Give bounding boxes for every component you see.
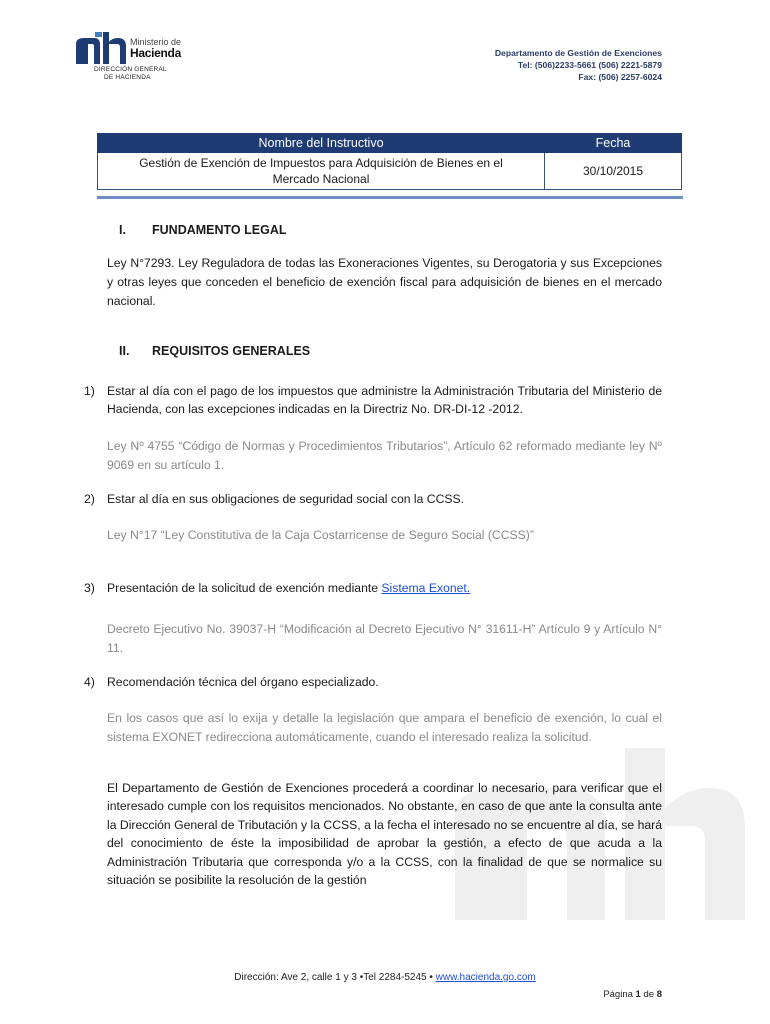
table-cell-name-line1: Gestión de Exención de Impuestos para Adquisición de Bienes en el bbox=[139, 156, 503, 170]
sistema-exonet-link[interactable]: Sistema Exonet. bbox=[381, 581, 471, 595]
hacienda-logo bbox=[76, 28, 196, 84]
page-number bbox=[603, 989, 662, 1000]
department-fax: Fax: (506) 2257-6024 bbox=[578, 72, 662, 82]
requirement-2 bbox=[84, 490, 662, 510]
section-2-heading bbox=[119, 344, 310, 358]
logo-hacienda-text: Hacienda bbox=[130, 46, 181, 60]
requirement-2-text: Estar al día en sus obligaciones de seguridad social con la CCSS. bbox=[107, 492, 465, 506]
requirement-1-number: 1) bbox=[84, 384, 95, 398]
logo-subtitle bbox=[94, 66, 167, 82]
section-1-title: FUNDAMENTO LEGAL bbox=[152, 223, 287, 237]
section-1-text: Ley N°7293. Ley Reguladora de todas las Exoneraciones Vigentes, su Derogatoria y sus Excepciones y otras leyes que conceden el beneficio de exención fiscal para adquisición de bienes en el mercado nacional. bbox=[107, 256, 662, 308]
hacienda-logo-mark-icon bbox=[76, 32, 128, 64]
requirement-1-note: Ley Nº 4755 “Código de Normas y Procedimientos Tributarios”, Artículo 62 reformado mediante ley Nº 9069 en su artículo 1. bbox=[107, 439, 662, 472]
requirement-3 bbox=[84, 579, 662, 599]
requirement-4 bbox=[84, 673, 662, 693]
section-1-number: I. bbox=[119, 223, 126, 237]
instructivo-table bbox=[97, 133, 682, 190]
requirement-2-note: Ley N°17 “Ley Constitutiva de la Caja Costarricense de Seguro Social (CCSS)” bbox=[107, 528, 534, 542]
closing-paragraph: El Departamento de Gestión de Exenciones procederá a coordinar lo necesario, para verificar que el interesado cumple con los requisitos mencionados. No obstante, en caso de que ante la consulta ante la Dirección General de Tributación y la CCSS, a la fecha el interesado no se encuentre al día, se hará del conocimiento de éste la imposibilidad de aprobar la gestión, a efecto de que acuda a la Administración Tributaria que corresponda y/o a la CCSS, con la finalidad de que se normalice su situación se posibilite la resolución de la gestión bbox=[107, 781, 662, 888]
requirement-2-number: 2) bbox=[84, 492, 95, 506]
table-cell-name-line2: Mercado Nacional bbox=[272, 172, 370, 186]
section-1-heading bbox=[119, 223, 287, 237]
department-contact bbox=[495, 47, 662, 83]
requirement-1-text: Estar al día con el pago de los impuestos que administre la Administración Tributaria del Ministerio de Hacienda, con las excepciones indicadas en la Directriz No. DR-DI-12 -2012. bbox=[107, 384, 662, 416]
page-number-total: 8 bbox=[656, 989, 662, 1000]
table-underline bbox=[97, 196, 683, 199]
table-header-row bbox=[98, 134, 682, 153]
requirement-1 bbox=[84, 382, 662, 422]
logo-subtitle-line1: DIRECCIÓN GENERAL bbox=[94, 66, 167, 73]
requirement-3-number: 3) bbox=[84, 581, 95, 595]
table-cell-name bbox=[98, 153, 545, 190]
table-header-date: Fecha bbox=[545, 134, 682, 153]
page-number-mid: de bbox=[640, 989, 657, 1000]
section-2-title: REQUISITOS GENERALES bbox=[152, 344, 311, 358]
table-row bbox=[98, 153, 682, 190]
table-cell-date: 30/10/2015 bbox=[545, 153, 682, 190]
footer-address bbox=[0, 972, 770, 983]
department-tel: Tel: (506)2233-5661 (506) 2221-5879 bbox=[517, 60, 662, 70]
requirement-4-text: Recomendación técnica del órgano especializado. bbox=[107, 675, 379, 689]
section-2-number: II. bbox=[119, 344, 130, 358]
requirement-4-note: En los casos que así lo exija y detalle la legislación que ampara el beneficio de exención, lo cual el sistema EXONET redirecciona automáticamente, cuando el interesado realiza la solicitud. bbox=[107, 711, 662, 744]
department-name: Departamento de Gestión de Exenciones bbox=[494, 48, 662, 58]
logo-ministerio-text: Ministerio de bbox=[130, 37, 182, 47]
footer-address-text: Dirección: Ave 2, calle 1 y 3 •Tel 2284-5245 • bbox=[234, 972, 436, 983]
page-number-current: 1 bbox=[635, 989, 641, 1000]
page-number-prefix: Página bbox=[603, 989, 636, 1000]
logo-subtitle-line2: DE HACIENDA bbox=[104, 74, 151, 81]
requirement-3-text-wrap bbox=[107, 579, 662, 597]
requirement-4-number: 4) bbox=[84, 675, 95, 689]
requirement-3-text: Presentación de la solicitud de exención mediante bbox=[107, 581, 382, 595]
table-header-name: Nombre del Instructivo bbox=[98, 134, 545, 153]
footer-website-link[interactable]: www.hacienda.go.com bbox=[435, 972, 536, 983]
requirement-3-note: Decreto Ejecutivo No. 39037-H “Modificación al Decreto Ejecutivo N° 31611-H” Artículo 9 y Artículo N° 11. bbox=[107, 622, 662, 655]
